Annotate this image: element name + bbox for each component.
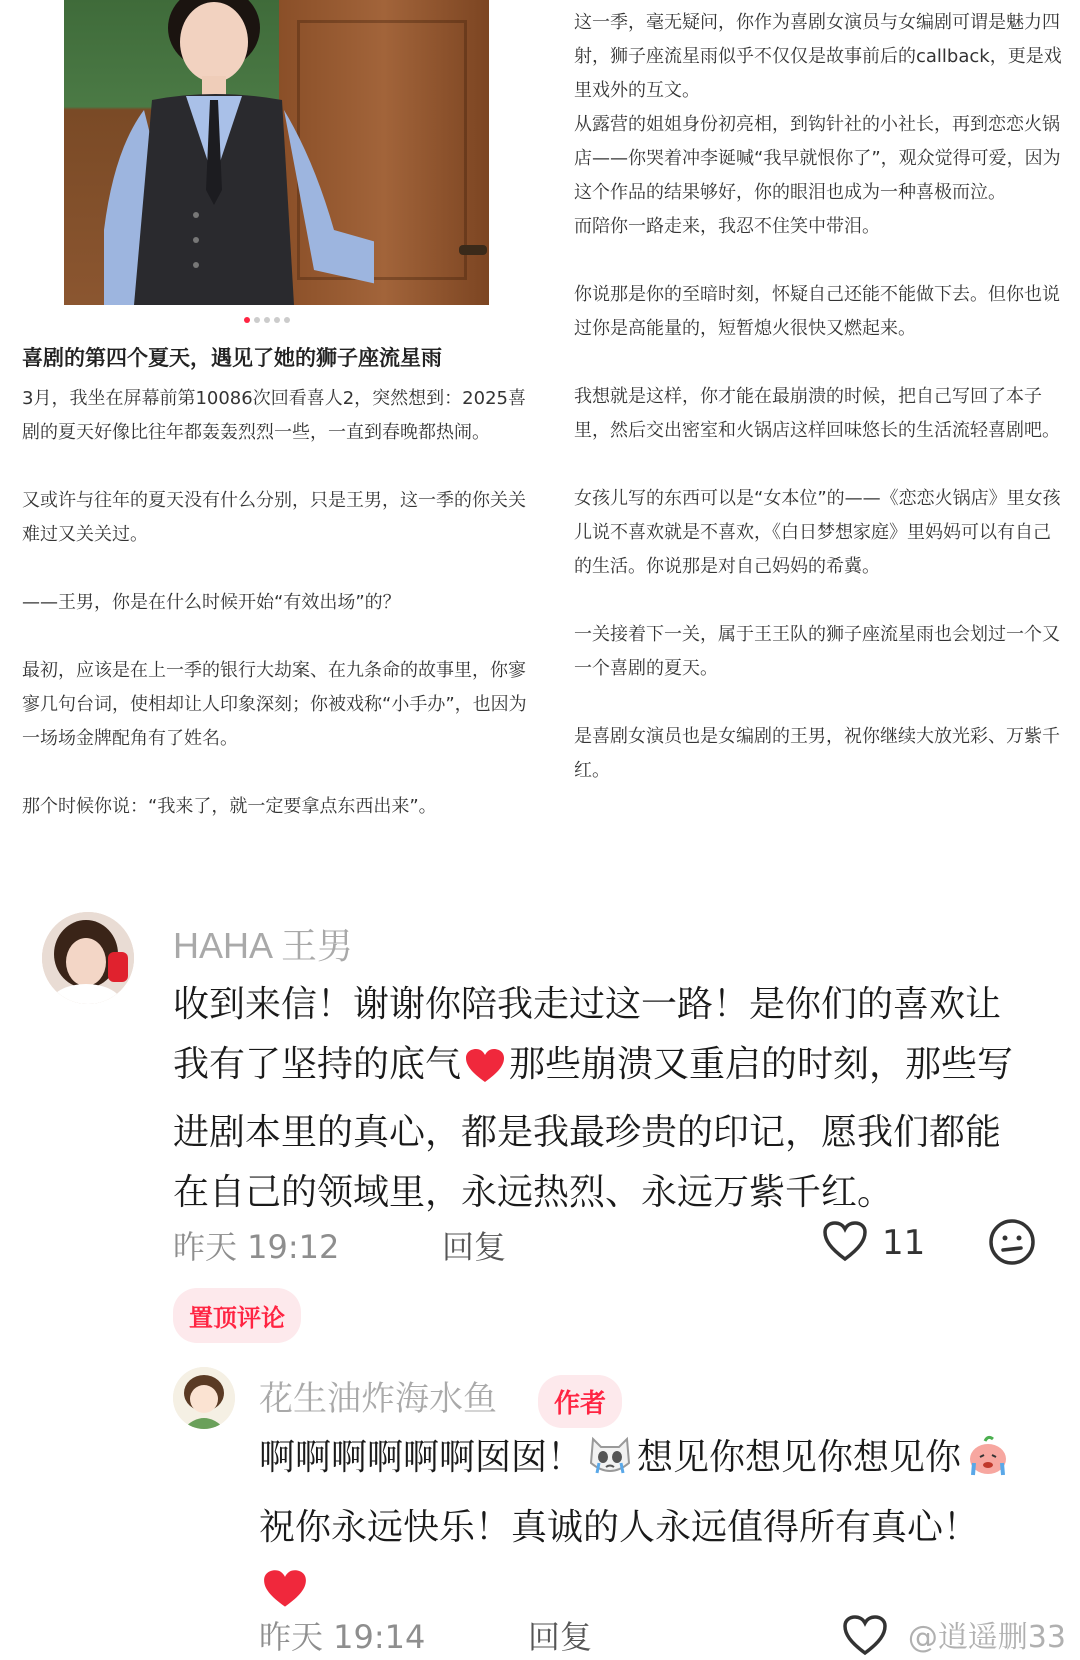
paragraph: 最初，应该是在上一季的银行大劫案、在九条命的故事里，你寥寥几句台词，使相却让人印象深刻；你被戏称“小手办”，也因为一场场金牌配角有了姓名。 (22, 660, 527, 749)
crying-peach-emoji-icon (965, 1433, 1011, 1497)
like-button[interactable] (822, 1220, 925, 1266)
crying-cat-emoji-icon (587, 1433, 633, 1497)
carousel-dot-active[interactable] (244, 317, 250, 323)
paragraph: 一关接着下一关，属于王王队的狮子座流星雨也会划过一个又一个喜剧的夏天。 (574, 624, 1060, 679)
person-illustration (74, 0, 374, 305)
comment-text-part: 想见你想见你想见你 (637, 1437, 962, 1478)
comment-text-part: 收到来信！谢谢你陪我走过这一路！是你们的喜欢让我有了坚持的底气 (173, 984, 1002, 1085)
like-count: 11 (882, 1223, 926, 1263)
post-body-left (22, 382, 532, 858)
comment-username[interactable]: HAHA 王男 (173, 925, 354, 966)
carousel-dot[interactable] (254, 317, 260, 323)
paragraph: 3月，我坐在屏幕前第10086次回看喜人2，突然想到：2025喜剧的夏天好像比往年都轰轰烈烈一些，一直到春晚都热闹。 (22, 388, 526, 443)
heart-outline-icon[interactable] (842, 1614, 888, 1660)
paragraph: ——王男，你是在什么时候开始“有效出场”的？ (22, 592, 401, 613)
post-body-right (574, 6, 1064, 822)
paragraph: 你说那是你的至暗时刻，怀疑自己还能不能做下去。但你也说过你是高能量的，短暂熄火很快又燃起来。 (574, 284, 1060, 339)
post-title: 喜剧的第四个夏天，遇见了她的狮子座流星雨 (22, 346, 442, 370)
carousel-indicator[interactable] (244, 317, 290, 323)
carousel-dot[interactable] (274, 317, 280, 323)
watermark: @逍遥删33 (907, 1620, 1066, 1655)
paragraph: 从露营的姐姐身份初亮相，到钩针社的小社长，再到恋恋火锅店——你哭着冲李诞喊“我早就恨你了”，观众觉得可爱，因为这个作品的结果够好，你的眼泪也成为一种喜极而泣。 (574, 114, 1061, 203)
avatar-image (42, 912, 134, 1004)
avatar[interactable] (42, 912, 134, 1004)
comment-username[interactable]: 花生油炸海水鱼 (259, 1380, 497, 1418)
paragraph: 而陪你一路走来，我忍不住笑中带泪。 (574, 216, 880, 237)
avatar[interactable] (173, 1367, 235, 1429)
heart-outline-icon (822, 1220, 868, 1266)
comment-text-part: 啊啊啊啊啊啊囡囡！ (259, 1437, 584, 1478)
comment-timestamp: 昨天 19:12 (173, 1228, 340, 1266)
carousel-dot[interactable] (264, 317, 270, 323)
avatar-image (173, 1367, 235, 1429)
comment-text-part: 那些崩溃又重启的时刻，那些写进剧本里的真心，都是我最珍贵的印记，愿我们都能在自己的领域里，永远热烈、永远万紫千红。 (173, 1044, 1014, 1213)
paragraph: 那个时候你说：“我来了，就一定要拿点东西出来”。 (22, 796, 437, 817)
comment-text-part: 祝你永远快乐！真诚的人永远值得所有真心！ (259, 1507, 980, 1548)
reply-button[interactable]: 回复 (528, 1618, 593, 1656)
paragraph: 女孩儿写的东西可以是“女本位”的——《恋恋火锅店》里女孩儿说不喜欢就是不喜欢，《白日梦想家庭》里妈妈可以有自己的生活。你说那是对自己妈妈的希冀。 (574, 488, 1061, 577)
pinned-comment-badge: 置顶评论 (173, 1288, 301, 1343)
paragraph: 这一季，毫无疑问，你作为喜剧女演员与女编剧可谓是魅力四射，狮子座流星雨似乎不仅仅是故事前后的callback，更是戏里戏外的互文。 (574, 12, 1062, 101)
post-photo[interactable] (64, 0, 489, 305)
paragraph: 我想就是这样，你才能在最崩溃的时候，把自己写回了本子里，然后交出密室和火锅店这样回味悠长的生活流轻喜剧吧。 (574, 386, 1060, 441)
paragraph: 又或许与往年的夏天没有什么分别，只是王男，这一季的你关关难过又关关过。 (22, 490, 526, 545)
door-knob (459, 245, 487, 255)
dislike-face-icon[interactable] (988, 1218, 1036, 1270)
paragraph: 是喜剧女演员也是女编剧的王男，祝你继续大放光彩、万紫千红。 (574, 726, 1060, 781)
comment-text (173, 975, 1033, 1223)
red-heart-icon (465, 1043, 505, 1103)
author-badge: 作者 (538, 1375, 622, 1428)
carousel-dot[interactable] (284, 317, 290, 323)
comment-timestamp: 昨天 19:14 (259, 1618, 426, 1656)
reply-button[interactable]: 回复 (442, 1228, 507, 1266)
comment-text (259, 1427, 1049, 1629)
